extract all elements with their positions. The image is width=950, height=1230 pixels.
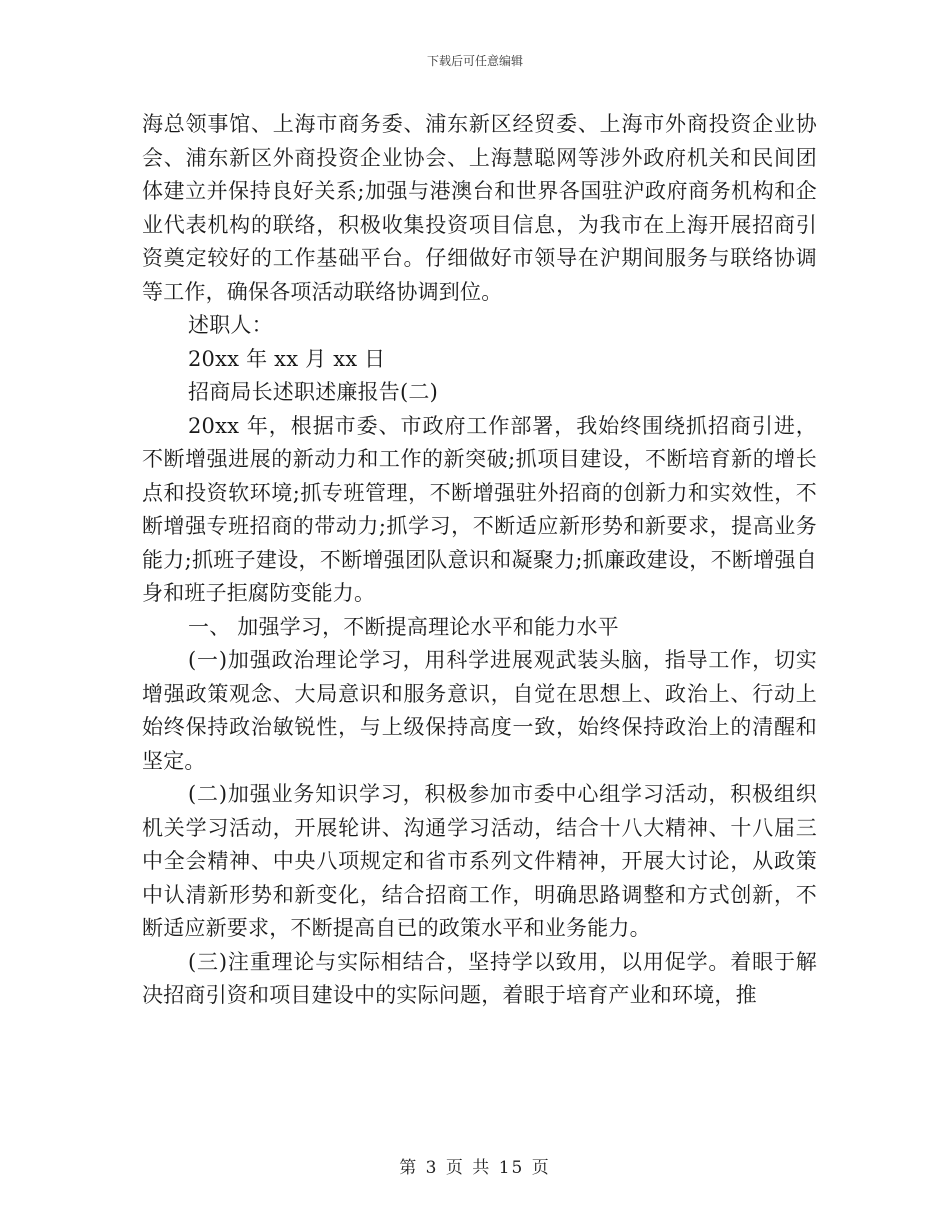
reporter-label: 述职人： xyxy=(188,313,273,337)
paragraph-item-2: (二)加强业务知识学习，积极参加市委中心组学习活动，积极组织机关学习活动，开展轮讲、沟通学习活动，结合十八大精神、十八届三中全会精神、中央八项规定和省市系列文件精神，开展大讨论，从政策中认清新形势和新变化，结合招商工作，明确思路调整和方式创新，不断适应新要求，不断提高自已的政策水平和业务能力。 xyxy=(142,782,817,940)
document-body xyxy=(142,108,817,1013)
page-number-footer: 第 3 页 共 15 页 xyxy=(399,1158,551,1178)
section-heading-1: 一、 加强学习，不断提高理论水平和能力水平 xyxy=(188,614,619,639)
paragraph-continuation: 海总领事馆、上海市商务委、浦东新区经贸委、上海市外商投资企业协会、浦东新区外商投资企业协会、上海慧聪网等涉外政府机关和民间团体建立并保持良好关系;加强与港澳台和世界各国驻沪政府商务机构和企业代表机构的联络，积极收集投资项目信息，为我市在上海开展招商引资奠定较好的工作基础平台。仔细做好市领导在沪期间服务与联络协调等工作，确保各项活动联络协调到位。 xyxy=(142,112,817,304)
report-date: 20xx 年 xx 月 xx 日 xyxy=(188,346,386,371)
report-title: 招商局长述职述廉报告(二) xyxy=(188,380,438,404)
paragraph-item-3: (三)注重理论与实际相结合，坚持学以致用，以用促学。着眼于解决招商引资和项目建设中的实际问题，着眼于培育产业和环境，推 xyxy=(142,949,817,1007)
paragraph-item-1: (一)加强政治理论学习，用科学进展观武装头脑，指导工作，切实增强政策观念、大局意识和服务意识，自觉在思想上、政治上、行动上始终保持政治敏锐性，与上级保持高度一致，始终保持政治上的清醒和坚定。 xyxy=(142,648,817,773)
paragraph-summary: 20xx 年，根据市委、市政府工作部署，我始终围绕抓招商引进，不断增强进展的新动力和工作的新突破;抓项目建设，不断培育新的增长点和投资软环境;抓专班管理，不断增强驻外招商的创新力和实效性，不断增强专班招商的带动力;抓学习，不断适应新形势和新要求，提高业务能力;抓班子建设，不断增强团队意识和凝聚力;抓廉政建设，不断增强自身和班子拒腐防变能力。 xyxy=(142,413,817,605)
page-header: 下载后可任意编辑 xyxy=(426,54,523,68)
